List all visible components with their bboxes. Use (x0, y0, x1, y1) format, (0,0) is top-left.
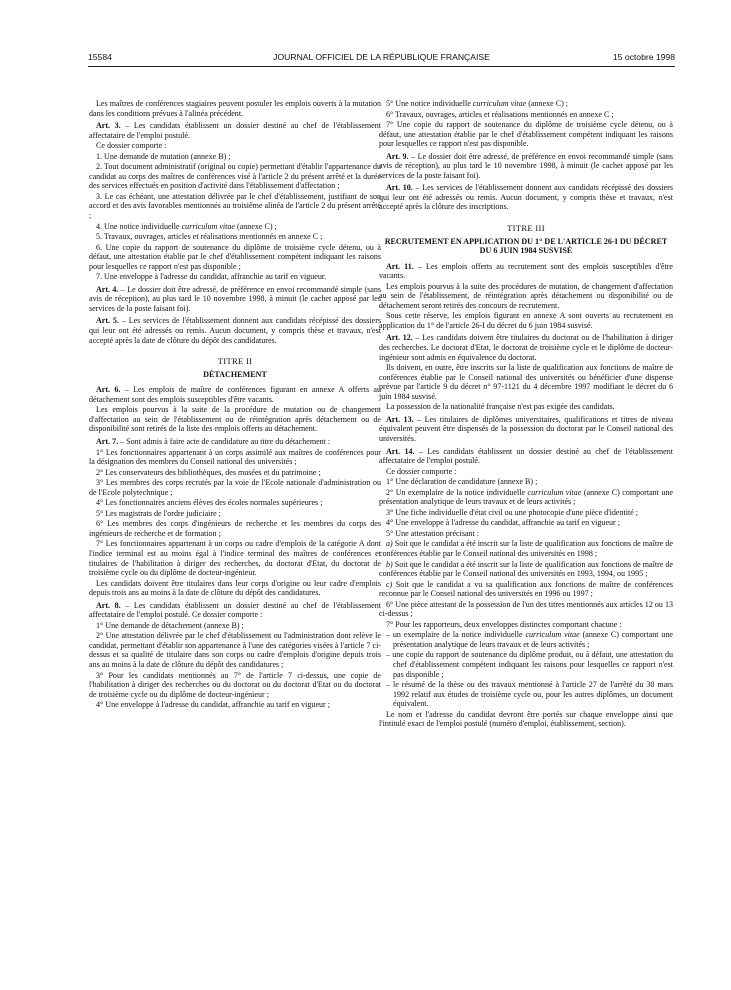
article-6 (89, 385, 381, 404)
sub-item-letter: a) (386, 539, 393, 549)
item-text: 5° Une notice individuelle (386, 99, 473, 108)
right-column (379, 99, 673, 730)
article-label: Art. 9. (386, 151, 409, 161)
item-italic: curriculum vitae (472, 99, 527, 108)
sub-item (379, 560, 673, 579)
article-text: – Les emplois de maître de conférences figurant en annexe A offerts au détachement sont des emplois susceptibles d'être vacants. (89, 385, 381, 404)
list-item: 1° Les fonctionnaires appartenant à un corps assimilé aux maîtres de conférences pour la désignation des membres du Conseil national des universités ; (89, 447, 381, 467)
article-text: – Les candidats établissent un dossier destiné au chef de l'établissement affectataire de l'emploi postulé. Ce dossier comporte : (89, 600, 381, 620)
list-item: 2. Tout document administratif (original ou copie) permettant d'établir l'appartenance du candidat au corps des maîtres de conférences visé à l'article 2 du présent arrêté et la durée des services effectués en position d'activité dans l'établissement d'affectation ; (89, 162, 381, 191)
paragraph: Les candidats doivent être titulaires dans leur corps d'origine ou leur cadre d'emplois depuis trois ans au moins à la date de clôture du dépôt des candidatures. (89, 578, 381, 598)
list-item: 5° Une attestation précisant : (386, 528, 480, 538)
paragraph: Les emplois pourvus à la suite des procédures de mutation, de changement d'affectation au sein de l'établissement, de réintégration après détachement ou disponibilité ou de détachement seront retirés des concours de recrutement. (379, 281, 673, 310)
article-text: – Les candidats doivent être titulaires du doctorat ou de l'habilitation à diriger des recherches. Le doctorat d'Etat, le doctorat de troisième cycle et le diplôme de docteur-ingénieur sont admis en équivalence du doctorat. (379, 333, 673, 362)
item-text: Soit que le candidat a été inscrit sur la liste de qualification aux fonctions de maître de conférences établie par le Conseil national des universités en 1998 ; (379, 539, 673, 558)
paragraph: La possession de la nationalité française n'est pas exigée des candidats. (386, 402, 615, 412)
list-item: 3° Les membres des corps recrutés par la voie de l'Ecole nationale d'administration ou de l'Ecole polytechnique ; (89, 478, 381, 497)
item-text: (annexe C) comportant une présentation analytique de leurs travaux et de leurs activités ; (393, 630, 673, 649)
article-label: Art. 6. (96, 385, 121, 395)
article-11 (379, 262, 673, 281)
paragraph: Les maîtres de conférences stagiaires peuvent postuler les emplois ouverts à la mutation dans les conditions prévues à l'alinéa précédent. (89, 99, 381, 118)
list-item: 7. Une enveloppe à l'adresse du candidat, affranchie au tarif en vigueur. (96, 272, 327, 282)
article-text: – Les emplois offerts au recrutement sont des emplois susceptibles d'être vacants. (379, 261, 673, 281)
list-item: 6. Une copie du rapport de soutenance du diplôme de troisième cycle détenu, ou à défaut, une attestation établie par le chef d'établissement compétent indiquant les raisons pour lesquelles ce rapport n'est pas disponible ; (89, 242, 381, 271)
sub-item-letter: c) (386, 579, 393, 589)
article-14 (379, 447, 673, 466)
paragraph: Ce dossier comporte : (96, 141, 167, 151)
article-text: – Sont admis à faire acte de candidature au titre du détachement : (118, 436, 331, 446)
list-item: 1. Une demande de mutation (annexe B) ; (96, 151, 231, 161)
item-italic: curriculum vitae (181, 221, 236, 231)
article-label: Art. 10. (386, 183, 413, 193)
article-label: Art. 7. (96, 436, 119, 446)
list-item (379, 99, 673, 109)
item-text: Soit que le candidat a vu sa qualification aux fonctions de maître de conférences reconnue par le Conseil national des universités en 1996 ou 1997 ; (379, 579, 673, 599)
item-text: 2° Un exemplaire de la notice individuelle (386, 487, 528, 497)
article-label: Art. 8. (96, 600, 121, 610)
list-item: 2° Une attestation délivrée par le chef d'établissement ou l'administration dont relève le candidat, permettant d'établir son appartenance à l'une des catégories visées à l'article 7 ci-dessus et sa qualité de titulaire dans son corps ou cadre d'emplois d'origine depuis trois ans au moins à la date de clôture du dépôt des candidatures ; (89, 631, 381, 669)
left-column (89, 99, 381, 711)
list-item: 1° Une déclaration de candidature (annexe B) ; (386, 477, 538, 487)
article-text: – Les services de l'établissement donnent aux candidats récépissé des dossiers qui leur ont été adressés ou remis. Aucun document, y compris thèse et travaux, n'est accepté après la date de clôture du dépôt des candidatures. (89, 316, 382, 345)
item-text: – un exemplaire de la notice individuelle (386, 630, 526, 640)
list-item: 4° Une enveloppe à l'adresse du candidat, affranchie au tarif en vigueur ; (386, 518, 620, 528)
section-subtitle: RECRUTEMENT EN APPLICATION DU 1° DE L'ARTICLE 26-I DU DÉCRET DU 6 JUIN 1984 SUSVISÉ (384, 236, 668, 256)
article-label: Art. 11. (386, 261, 414, 271)
paragraph: Les emplois pourvus à la suite de la procédure de mutation ou de changement d'affectation au sein de l'établissement ou de réintégration après détachement ou de disponibilité sont retirés de la liste des emplois offerts au détachement. (89, 405, 381, 434)
section-subtitle: DÉTACHEMENT (203, 369, 267, 379)
item-italic: curriculum vitae (525, 630, 580, 640)
article-text: – Le dossier doit être adressé, de préférence en envoi recommandé simple (sans avis de réception), au plus tard le 10 novembre 1998, à minuit (le cachet apposé par les services de la poste faisant foi). (379, 151, 673, 180)
item-text: (annexe C) ; (526, 99, 569, 108)
article-text: – Les titulaires de diplômes universitaires, qualifications et titres de niveau équivalent peuvent être dispensés de la possession du doctorat par le Conseil national des universités. (379, 414, 673, 443)
article-3 (89, 121, 381, 140)
article-5 (89, 316, 381, 345)
article-9 (379, 152, 673, 181)
article-label: Art. 12. (386, 333, 413, 343)
paragraph: Ils doivent, en outre, être inscrits sur la liste de qualification aux fonctions de maître de conférences établie par le Conseil national des universités ou bénéficier d'une dispense prévue par l'article 9 du décret n° 97-1121 du 4 décembre 1997 modifiant le décret du 6 juin 1984 susvisé. (379, 363, 673, 401)
article-4 (89, 285, 381, 314)
list-item (89, 222, 381, 232)
list-item (379, 488, 673, 507)
dash-item: – le résumé de la thèse ou des travaux mentionné à l'article 27 de l'arrêté du 30 mars 1992 relatif aux études de troisième cycle ou, pour les autres diplômes, un document équivalent. (386, 680, 673, 709)
list-item: 7° Une copie du rapport de soutenance du diplôme de troisième cycle détenu, ou à défaut, une attestation établie par le chef d'établissement compétent indiquant les raisons pour lesquelles ce rapport n'est pas disponible. (379, 120, 673, 149)
article-label: Art. 3. (96, 121, 121, 131)
dash-item (379, 630, 673, 649)
list-item: 6° Travaux, ouvrages, articles et réalisations mentionnés en annexe C ; (386, 109, 614, 119)
section-title: TITRE III (507, 223, 545, 234)
issue-date: 15 octobre 1998 (612, 52, 675, 62)
list-item: 3. Le cas échéant, une attestation délivrée par le chef d'établissement, justifiant de son accord et des avis favorables mentionnés au troisième alinéa de l'article 2 du présent arrêté ; (89, 191, 381, 221)
list-item: 4° Une enveloppe à l'adresse du candidat, affranchie au tarif en vigueur ; (96, 700, 330, 710)
list-item: 3° Une fiche individuelle d'état civil ou une photocopie d'une pièce d'identité ; (386, 507, 639, 517)
article-7 (89, 437, 381, 447)
item-text: (annexe C) ; (235, 221, 277, 231)
article-text: – Les candidats établissent un dossier destiné au chef de l'établissement affectataire de l'emploi postulé. (379, 446, 673, 466)
list-item: 7° Les fonctionnaires appartenant à un corps ou cadre d'emplois de la catégorie A dont l'indice terminal est au moins égal à l'indice terminal des maîtres de conférences et titulaires de l'habilitation à diriger des recherches, du doctorat d'Etat, du doctorat de troisième cycle ou du diplôme de docteur-ingénieur. (89, 539, 381, 578)
list-item: 4° Les fonctionnaires anciens élèves des écoles normales supérieures ; (96, 498, 323, 508)
sub-item (379, 580, 673, 599)
header-rule (88, 66, 675, 67)
article-12 (379, 333, 673, 362)
list-item: 5. Travaux, ouvrages, articles et réalisations mentionnés en annexe C ; (96, 232, 323, 242)
list-item: 3° Pour les candidats mentionnés au 7° de l'article 7 ci-dessus, une copie de l'habilitation à diriger des recherches ou du doctorat ou du doctorat d'Etat ou du doctorat de troisième cycle ou du diplôme de docteur-ingénieur ; (89, 670, 381, 699)
list-item: 6° Une pièce attestant de la possession de l'un des titres mentionnés aux articles 12 ou 13 ci-dessus ; (379, 599, 673, 619)
article-label: Art. 4. (96, 284, 119, 294)
sub-item-letter: b) (386, 559, 393, 569)
item-text: Soit que le candidat a été inscrit sur la liste de qualification aux fonctions de maître de conférences établie par le Conseil national des universités en 1993, 1994, ou 1995 ; (379, 559, 673, 579)
article-label: Art. 5. (96, 316, 119, 326)
page-header (88, 52, 675, 66)
article-8 (89, 601, 381, 620)
item-text: (annexe C) comportant une présentation analytique de leurs travaux et de leurs activités ; (379, 487, 673, 507)
journal-title: JOURNAL OFFICIEL DE LA RÉPUBLIQUE FRANÇAISE (273, 52, 490, 62)
item-text: 4. Une notice individuelle (96, 221, 182, 231)
paragraph: Le nom et l'adresse du candidat devront être portés sur chaque enveloppe ainsi que l'intitulé exact de l'emploi postulé (numéro d'emploi, établissement, section). (379, 709, 673, 729)
sub-item (379, 539, 673, 558)
article-label: Art. 14. (386, 446, 415, 456)
list-item: 5° Les magistrats de l'ordre judiciaire ; (96, 508, 221, 518)
list-item: 2° Les conservateurs des bibliothèques, des musées et du patrimoine ; (96, 467, 321, 477)
list-item: 1° Une demande de détachement (annexe B) ; (96, 620, 244, 630)
paragraph: Sous cette réserve, les emplois figurant en annexe A sont ouverts au recrutement en application du 1° de l'article 26-I du décret du 6 juin 1984 susvisé. (379, 311, 673, 330)
list-item: 7° Pour les rapporteurs, deux enveloppes distinctes comportant chacune : (386, 619, 622, 629)
article-10 (379, 183, 673, 212)
article-text: – Le dossier doit être adressé, de préférence en envoi recommandé simple (sans avis de réception), au plus tard le 10 novembre 1998, à minuit (le cachet apposé par les services de la poste faisant foi). (89, 284, 381, 313)
article-text: – Les candidats établissent un dossier destiné au chef de l'établissement affectataire de l'emploi postulé. (89, 121, 381, 140)
section-title: TITRE II (217, 356, 253, 367)
list-item: 6° Les membres des corps d'ingénieurs de recherche et les membres du corps des ingénieurs de recherche et de formation ; (89, 519, 381, 538)
article-label: Art. 13. (386, 414, 414, 424)
paragraph: Ce dossier comporte : (386, 466, 457, 476)
page-number: 15584 (88, 52, 112, 62)
article-13 (379, 415, 673, 444)
dash-item: – une copie du rapport de soutenance du diplôme produit, ou à défaut, une attestation du chef d'établissement compétent indiquant les raisons pour lesquelles ce rapport n'est pas disponible ; (386, 650, 673, 679)
article-text: – Les services de l'établissement donnent aux candidats récépissé des dossiers qui leur ont été adressés ou remis. Aucun document, y compris thèse et travaux, n'est accepté après la clôture des inscriptions. (379, 183, 673, 212)
item-italic: curriculum vitae (527, 487, 582, 497)
